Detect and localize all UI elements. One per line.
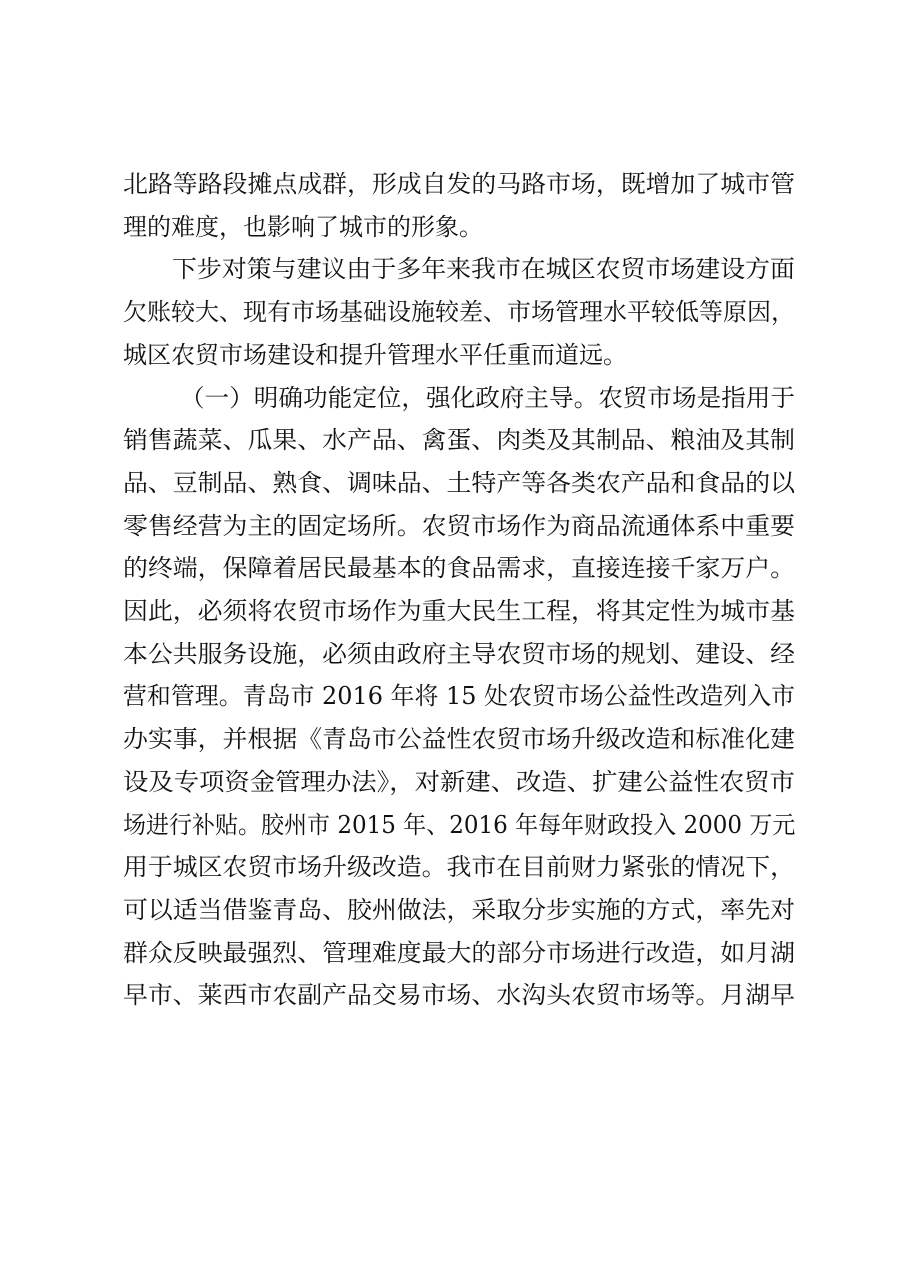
text-line: 品、豆制品、熟食、调味品、土特产等各类农产品和食品的以 [123, 468, 795, 497]
text-line: 零售经营为主的固定场所。农贸市场作为商品流通体系中重要 [123, 511, 795, 540]
text-line: 城区农贸市场建设和提升管理水平任重而道远。 [123, 340, 627, 369]
text-line: 理的难度，也影响了城市的形象。 [123, 212, 483, 241]
text-line: 场进行补贴。胶州市 2015 年、2016 年每年财政投入 2000 万元 [123, 810, 796, 839]
text-line: 销售蔬菜、瓜果、水产品、禽蛋、肉类及其制品、粮油及其制 [123, 426, 795, 455]
text-line: 群众反映最强烈、管理难度最大的部分市场进行改造，如月湖 [123, 938, 795, 967]
text-line: 欠账较大、现有市场基础设施较差、市场管理水平较低等原因， [123, 298, 795, 327]
text-line: 办实事，并根据《青岛市公益性农贸市场升级改造和标准化建 [123, 725, 795, 754]
text-line: 早市、莱西市农副产品交易市场、水沟头农贸市场等。月湖早 [123, 981, 795, 1010]
text-line: 营和管理。青岛市 2016 年将 15 处农贸市场公益性改造列入市 [123, 682, 796, 711]
text-line: 本公共服务设施，必须由政府主导农贸市场的规划、建设、经 [123, 639, 795, 668]
text-line: 的终端，保障着居民最基本的食品需求，直接连接千家万户。 [123, 554, 795, 583]
text-line: 因此，必须将农贸市场作为重大民生工程，将其定性为城市基 [123, 597, 795, 625]
text-line: 设及专项资金管理办法》，对新建、改造、扩建公益性农贸市 [123, 767, 795, 796]
text-line: 用于城区农贸市场升级改造。我市在目前财力紧张的情况下， [123, 853, 795, 882]
text-line: 北路等路段摊点成群，形成自发的马路市场，既增加了城市管 [123, 170, 795, 198]
paragraph-start-line: 下步对策与建议由于多年来我市在城区农贸市场建设方面 [172, 255, 795, 284]
text-line: 可以适当借鉴青岛、胶州做法，采取分步实施的方式，率先对 [123, 895, 795, 924]
section-heading-line: （一）明确功能定位，强化政府主导。农贸市场是指用于 [180, 383, 795, 412]
